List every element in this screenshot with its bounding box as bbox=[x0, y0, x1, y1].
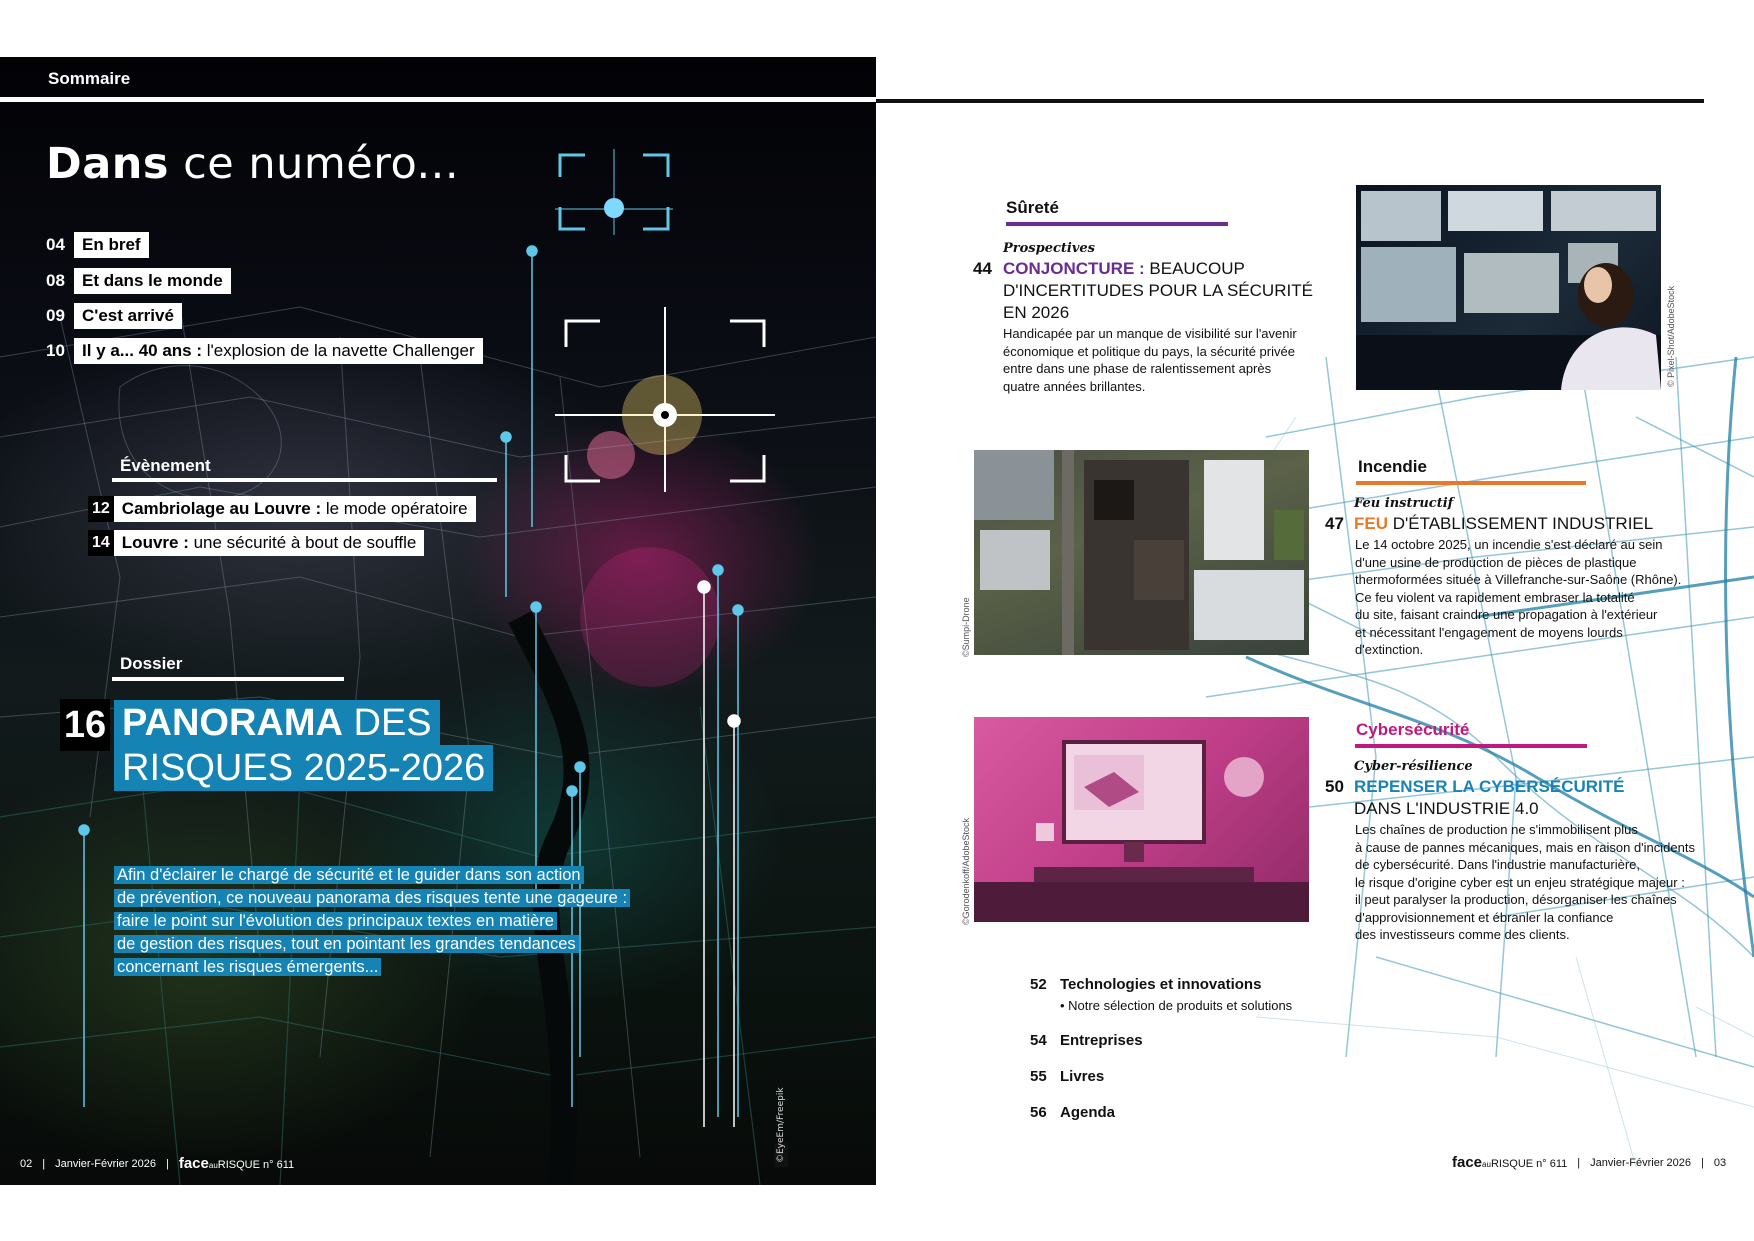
target-point-top bbox=[604, 198, 624, 218]
footer-right: faceauRISQUE n° 611 | Janvier-Février 2026 | 03 bbox=[1452, 1154, 1727, 1171]
toc-item-technologies[interactable]: 52 Technologies et innovations bbox=[1030, 976, 1262, 993]
article-title[interactable]: REPENSER LA CYBERSÉCURITÉ DANS L'INDUSTRIE 4.0 bbox=[1354, 777, 1625, 818]
dossier-title-line1[interactable]: PANORAMA DES bbox=[114, 700, 440, 746]
toc-item[interactable]: 14 Louvre : une sécurité à bout de souffle bbox=[88, 530, 424, 556]
right-page bbox=[876, 57, 1754, 1185]
toc-subitem: • Notre sélection de produits et solutions bbox=[1060, 998, 1293, 1013]
kicker: Prospectives bbox=[1003, 241, 1095, 256]
photo-credit: ©Gorodenkoff/AdobeStock bbox=[961, 817, 971, 925]
section-rule-incendie bbox=[1356, 481, 1586, 485]
toc-item[interactable]: 12 Cambriolage au Louvre : le mode opératoire bbox=[88, 496, 476, 522]
section-label-evenement: Évènement bbox=[120, 456, 211, 475]
photo-credit: © Pixel-Shot/AdobeStock bbox=[1666, 285, 1676, 387]
toc-item-agenda[interactable]: 56 Agenda bbox=[1030, 1104, 1116, 1121]
section-label-sommaire: Sommaire bbox=[48, 69, 131, 88]
article-title[interactable]: FEU D'ÉTABLISSEMENT INDUSTRIEL bbox=[1354, 514, 1654, 533]
toc-item[interactable]: 10 Il y a... 40 ans : l'explosion de la navette Challenger bbox=[46, 337, 483, 365]
toc-item[interactable]: 04 En bref bbox=[46, 231, 149, 259]
photo-credit: ©EyeEm/Freepik bbox=[774, 1143, 788, 1167]
dossier-title-line2[interactable]: RISQUES 2025-2026 bbox=[114, 745, 493, 791]
brand-logo: faceauRISQUE n° 611 bbox=[1452, 1154, 1568, 1171]
article-summary: Handicapée par un manque de visibilité sur l'avenir économique et politique du pays, la sécurité privée entre dans une phase de ralentissement après quatre années brillantes. bbox=[1003, 326, 1297, 394]
section-label-surete: Sûreté bbox=[1006, 198, 1059, 217]
article-summary: Le 14 octobre 2025, un incendie s'est déclaré au sein d'une usine de production de pièces de plastique thermoformées située à Villefranche-sur-Saône (Rhône). Ce feu violent va rapidement embraser la totalité du site, faisant craindre une propagation à l'extérieur et nécessitant l'engagement de moyens lourds d'extinction. bbox=[1355, 537, 1682, 657]
section-rule-dossier bbox=[112, 677, 344, 681]
section-label-cybersecurite: Cybersécurité bbox=[1356, 720, 1470, 739]
article-summary: Les chaînes de production ne s'immobilisent plus à cause de pannes mécaniques, mais en raison d'incidents de cybersécurité. Dans l'industrie manufacturière, le risque d'origine cyber est un enjeu stratégique majeur : il peut paralyser la production, désorganiser les chaînes d'approvisionnement et ébranler la confiance des investisseurs comme des clients. bbox=[1355, 822, 1695, 942]
left-page bbox=[0, 57, 876, 1185]
article-page-number: 47 bbox=[1325, 514, 1344, 533]
footer-left: 02 | Janvier-Février 2026 | faceauRISQUE n° 611 bbox=[20, 1155, 295, 1172]
section-rule-cybersecurite bbox=[1355, 744, 1587, 748]
kicker: Feu instructif bbox=[1354, 496, 1454, 511]
article-title[interactable]: CONJONCTURE : BEAUCOUP D'INCERTITUDES POUR LA SÉCURITÉ EN 2026 bbox=[1003, 259, 1313, 322]
header-rule bbox=[0, 97, 876, 102]
section-rule-surete bbox=[1006, 222, 1228, 226]
dossier-page-number: 16 bbox=[60, 699, 110, 751]
kicker: Cyber-résilience bbox=[1354, 759, 1473, 774]
section-label-dossier: Dossier bbox=[120, 654, 183, 673]
toc-item[interactable]: 08 Et dans le monde bbox=[46, 267, 231, 295]
photo-credit: ©Sumpi-Drone bbox=[961, 597, 971, 657]
page-title: Dans ce numéro... bbox=[46, 139, 459, 189]
dossier-summary: Afin d'éclairer le chargé de sécurité et le guider dans son action de prévention, ce nouveau panorama des risques tente une gageure : faire le point sur l'évolution des principaux textes en matière de gestion des risques, tout en pointant les grandes tendances concernant les risques émergents... bbox=[114, 864, 684, 979]
photo-industry-workstation bbox=[974, 717, 1309, 922]
brand-logo: faceauRISQUE n° 611 bbox=[178, 1155, 295, 1172]
night-city-aerial-photo bbox=[0, 57, 876, 1185]
article-page-number: 44 bbox=[973, 259, 992, 278]
photo-surveillance-operator bbox=[1356, 185, 1661, 390]
toc-item[interactable]: 09 C'est arrivé bbox=[46, 302, 182, 330]
section-rule-evenement bbox=[112, 478, 497, 482]
header-rule bbox=[876, 99, 1704, 103]
toc-item-livres[interactable]: 55 Livres bbox=[1030, 1068, 1105, 1085]
article-page-number: 50 bbox=[1325, 777, 1344, 796]
section-label-incendie: Incendie bbox=[1358, 457, 1427, 476]
target-frame-top bbox=[555, 149, 673, 235]
toc-item-entreprises[interactable]: 54 Entreprises bbox=[1030, 1032, 1143, 1049]
photo-burned-factory bbox=[974, 450, 1309, 655]
